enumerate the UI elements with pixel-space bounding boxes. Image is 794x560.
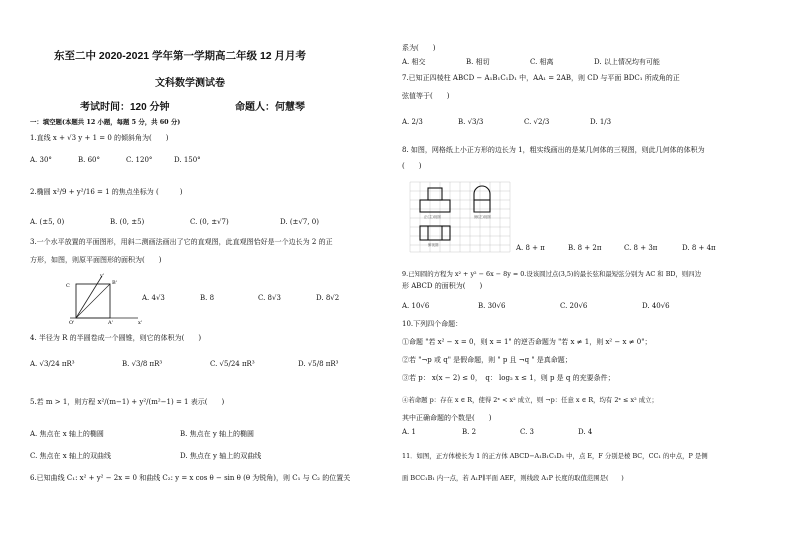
q11-stem-line2: 面 BCC₁B₁ 内一点，若 A₁P∥平面 AEF，则线段 A₁P 长度的取值范围是( ) (402, 474, 624, 482)
q7-option-b: B. √3/3 (458, 118, 484, 126)
right-column (402, 0, 768, 560)
q3-option-a: A. 4√3 (142, 294, 165, 302)
q6-options (402, 58, 768, 68)
q3-diagonal (76, 284, 110, 318)
section-heading: 一：填空题(本题共 12 小题，每题 5 分，共 60 分) (30, 118, 181, 126)
q3-figure (64, 272, 148, 324)
q8-option-a: A. 8 + π (516, 244, 545, 252)
q8-side-view (474, 186, 490, 212)
q7-options (402, 118, 768, 128)
q6-option-d: D. 以上情况均有可能 (594, 58, 660, 66)
q10-item-4: ④若命题 p：存在 x ∈ R，使得 2ˣ < x² 成立，则 ¬p：任意 x ∈ R，均有 2ˣ ≤ x² 成立； (402, 396, 658, 404)
q7-option-d: D. 1/3 (590, 118, 612, 126)
q8-option-d: D. 8 + 4π (682, 244, 716, 252)
q3-options (142, 294, 392, 304)
q2-options (30, 218, 402, 228)
q6-option-c: C. 相离 (530, 58, 554, 66)
q10-options (402, 428, 768, 438)
q2-option-b: B. (0, ±5) (110, 218, 145, 226)
q7-stem-line1: 7.已知正四棱柱 ABCD − A₁B₁C₁D₁ 中，AA₁ = 2AB，则 CD 与平面 BDC₁ 所成角的正 (402, 74, 680, 82)
q9-options (402, 302, 768, 312)
q5-option-d: D. 焦点在 y 轴上的双曲线 (180, 452, 262, 460)
q3-label-o: O' (69, 320, 75, 326)
q2-option-a: A. (±5, 0) (30, 218, 65, 226)
q1-option-d: D. 150° (174, 156, 201, 164)
q8-option-c: C. 8 + 3π (624, 244, 658, 252)
q10-option-d: D. 4 (578, 428, 593, 436)
q3-stem-line1: 3.一个水平放置的平面图形，用斜二测画法画出了它的直观图，此直观图恰好是一个边长为 2 的正 (30, 238, 333, 246)
q7-option-a: A. 2/3 (402, 118, 423, 126)
q3-option-c: C. 8√3 (258, 294, 281, 302)
q10-tail: 其中正确命题的个数是( ) (402, 414, 492, 422)
q1-option-b: B. 60° (78, 156, 101, 164)
q1-options (30, 156, 402, 166)
q3-stem-line2: 方形，如图，则原平面图形的面积为( ) (30, 256, 162, 264)
q7-stem-line2: 弦值等于( ) (402, 92, 450, 100)
q8-side-label: 侧(左)视图 (474, 215, 491, 219)
q8-options (516, 244, 766, 254)
q6-option-a: A. 相交 (402, 58, 426, 66)
q8-stem-line2: ( ) (402, 162, 422, 170)
exam-subtitle: 文科数学测试卷 (155, 78, 225, 89)
exam-title: 东至二中 2020-2021 学年第一学期高二年级 12 月月考 (54, 50, 307, 62)
q3-y-axis (76, 276, 102, 318)
q10-item-2: ②若 "¬p 或 q" 是假命题，则 " p 且 ¬q " 是真命题； (402, 356, 572, 364)
q4-options (30, 360, 402, 370)
q10-item-1: ①命题 "若 x² − x = 0，则 x = 1" 的逆否命题为 "若 x ≠ 1，则 x² − x ≠ 0"； (402, 338, 652, 346)
q8-stem-line1: 8. 如图，网格纸上小正方形的边长为 1，粗实线画出的是某几何体的三视图，则此几何体的体积为 (402, 146, 705, 154)
q7-option-c: C. √2/3 (524, 118, 550, 126)
q5-options-row1 (30, 430, 402, 440)
q5-stem: 5.若 m > 1，则方程 x²/(m−1) + y²/(m²−1) = 1 表示( ) (30, 398, 225, 406)
q10-option-a: A. 1 (402, 428, 416, 436)
q10-option-c: C. 3 (520, 428, 535, 436)
q10-option-b: B. 2 (462, 428, 477, 436)
q5-option-b: B. 焦点在 y 轴上的椭圆 (180, 430, 254, 438)
q3-option-d: D. 8√2 (316, 294, 340, 302)
q8-three-view-figure (410, 182, 512, 254)
q8-top-label: 俯视图 (428, 243, 439, 247)
q3-label-y: y' (100, 273, 105, 279)
q3-label-a: A' (108, 320, 113, 326)
q9-option-c: C. 20√6 (560, 302, 588, 310)
q6-option-b: B. 相切 (466, 58, 490, 66)
q8-option-b: B. 8 + 2π (568, 244, 602, 252)
q10-stem: 10.下列四个命题： (402, 320, 463, 328)
left-column (30, 0, 402, 560)
q3-label-b: B' (112, 280, 118, 286)
q4-option-a: A. √3/24 πR³ (30, 360, 75, 368)
q1-option-a: A. 30° (30, 156, 52, 164)
exam-time: 考试时间：120 分钟 (80, 102, 170, 113)
q4-stem: 4. 半径为 R 的半圆卷成一个圆锥，则它的体积为( ) (30, 334, 202, 342)
q9-option-d: D. 40√6 (642, 302, 670, 310)
q9-stem-line1: 9.已知圆的方程为 x² + y² − 6x − 8y = 0.设该圆过点(3,5)的最长弦和最短弦分别为 AC 和 BD，则四边 (402, 270, 702, 278)
q8-front-label: 正(主)视图 (424, 215, 441, 219)
q8-front-view (420, 188, 450, 212)
q4-option-b: B. √3/8 πR³ (122, 360, 163, 368)
q9-option-b: B. 30√6 (478, 302, 506, 310)
q1-option-c: C. 120° (126, 156, 153, 164)
q6-stem-continued: 系为( ) (402, 44, 436, 52)
q9-stem-line2: 形 ABCD 的面积为( ) (402, 282, 483, 290)
q4-option-c: C. √5/24 πR³ (210, 360, 255, 368)
q11-stem-line1: 11．如图，正方体棱长为 1 的正方体 ABCD−A₁B₁C₁D₁ 中，点 E，F 分别是棱 BC，CC₁ 的中点，P 是侧 (402, 452, 708, 460)
q4-option-d: D. √5/8 πR³ (298, 360, 339, 368)
q6-stem: 6.已知曲线 C₁: x² + y² − 2x = 0 和曲线 C₂: y = x cos θ − sin θ (θ 为锐角)，则 C₁ 与 C₂ 的位置关 (30, 474, 351, 482)
q2-option-d: D. (±√7, 0) (280, 218, 319, 226)
q8-top-view (420, 226, 450, 240)
q1-stem: 1.直线 x + √3 y + 1 = 0 的倾斜角为( ) (30, 134, 169, 142)
q5-option-a: A. 焦点在 x 轴上的椭圆 (30, 430, 104, 438)
q2-stem: 2.椭圆 x²/9 + y²/16 = 1 的焦点坐标为 ( ) (30, 188, 183, 196)
q3-label-x: x' (138, 320, 143, 326)
q3-option-b: B. 8 (200, 294, 215, 302)
exam-author: 命题人：何慧琴 (235, 102, 305, 113)
q5-option-c: C. 焦点在 x 轴上的双曲线 (30, 452, 111, 460)
q2-option-c: C. (0, ±√7) (190, 218, 229, 226)
q10-item-3: ③若 p： x(x − 2) ≤ 0， q： log₂ x ≤ 1，则 p 是 q 的充要条件； (402, 374, 615, 382)
q9-option-a: A. 10√6 (402, 302, 430, 310)
q5-options-row2 (30, 452, 402, 462)
q3-label-c: C (66, 283, 70, 289)
